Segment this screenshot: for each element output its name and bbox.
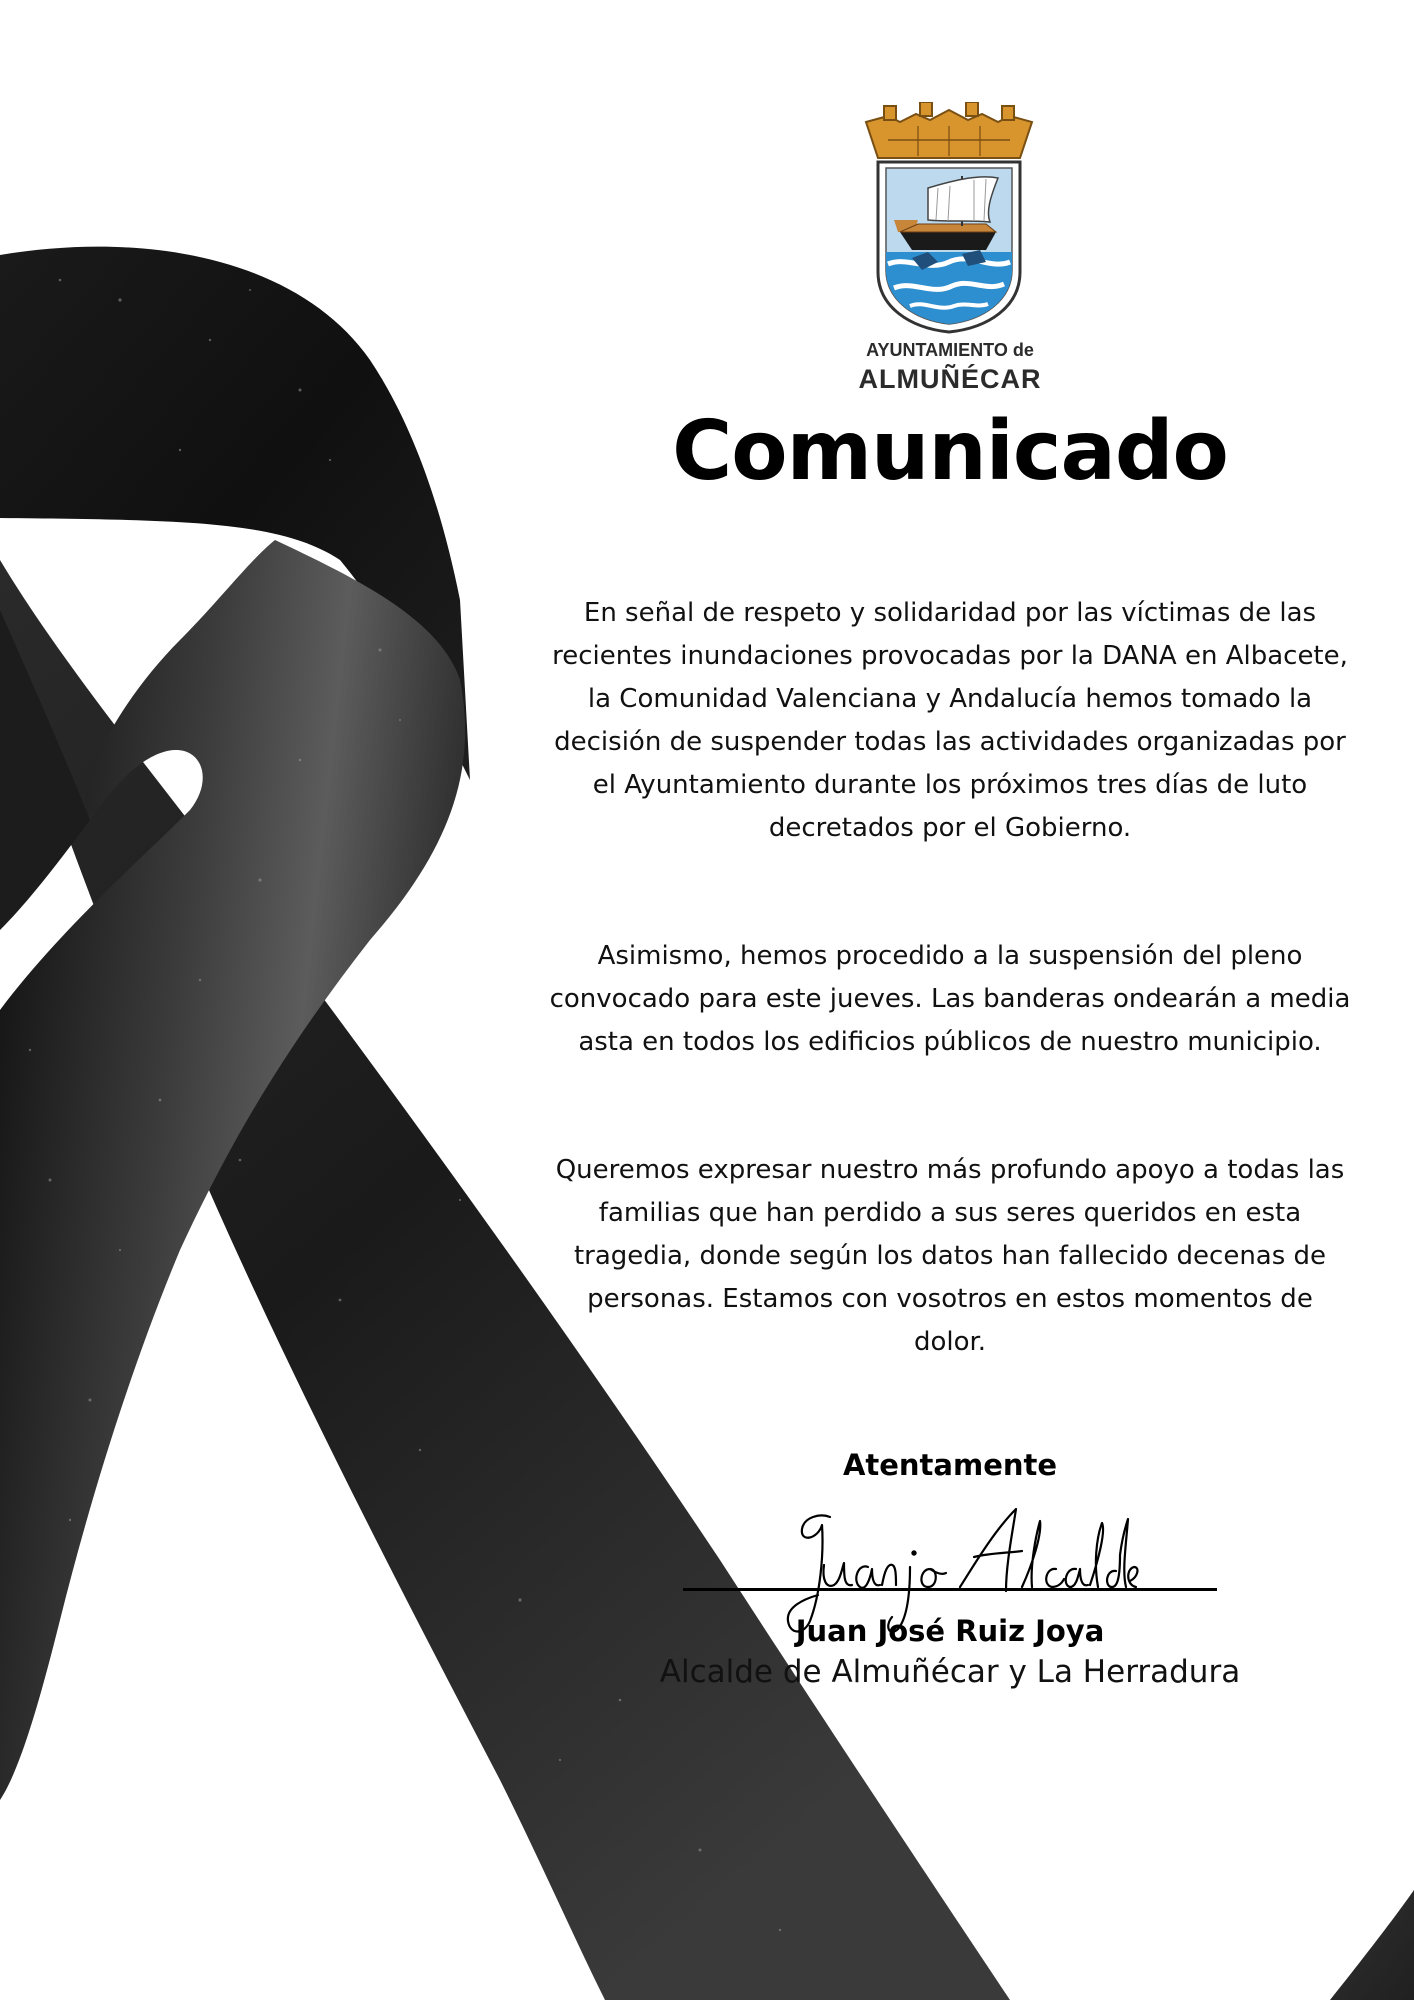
organization-name-line1: AYUNTAMIENTO de (866, 340, 1034, 360)
sign-off: Atentamente (842, 1448, 1058, 1482)
crown-icon (866, 102, 1032, 158)
organization-name-line2: ALMUÑÉCAR (858, 364, 1042, 394)
page-title: Comunicado (672, 404, 1228, 499)
signature-line (683, 1588, 1217, 1591)
paragraph-2: Asimismo, hemos procedido a la suspensión del pleno convocado para este jueves. Las banderas ondearán a media asta en todos los edificios públicos de nuestro municipio. (549, 941, 1351, 1057)
paragraph-3: Queremos expresar nuestro más profundo apoyo a todas las familias que han perdido a sus seres queridos en esta tragedia, donde según los datos han fallecido decenas de personas. Estamos con vosotros en estos momentos de dolor. (555, 1155, 1345, 1357)
signer-name: Juan José Ruiz Joya (795, 1614, 1105, 1648)
signer-role: Alcalde de Almuñécar y La Herradura (659, 1654, 1241, 1690)
coat-of-arms-icon (858, 102, 1040, 334)
paragraph-1: En señal de respeto y solidaridad por las víctimas de las recientes inundaciones provocadas por la DANA en Albacete, la Comunidad Valenciana y Andalucía hemos tomado la decisión de suspender todas las actividades organizadas por el Ayuntamiento durante los próximos tres días de luto decretados por el Gobierno. (552, 598, 1348, 843)
